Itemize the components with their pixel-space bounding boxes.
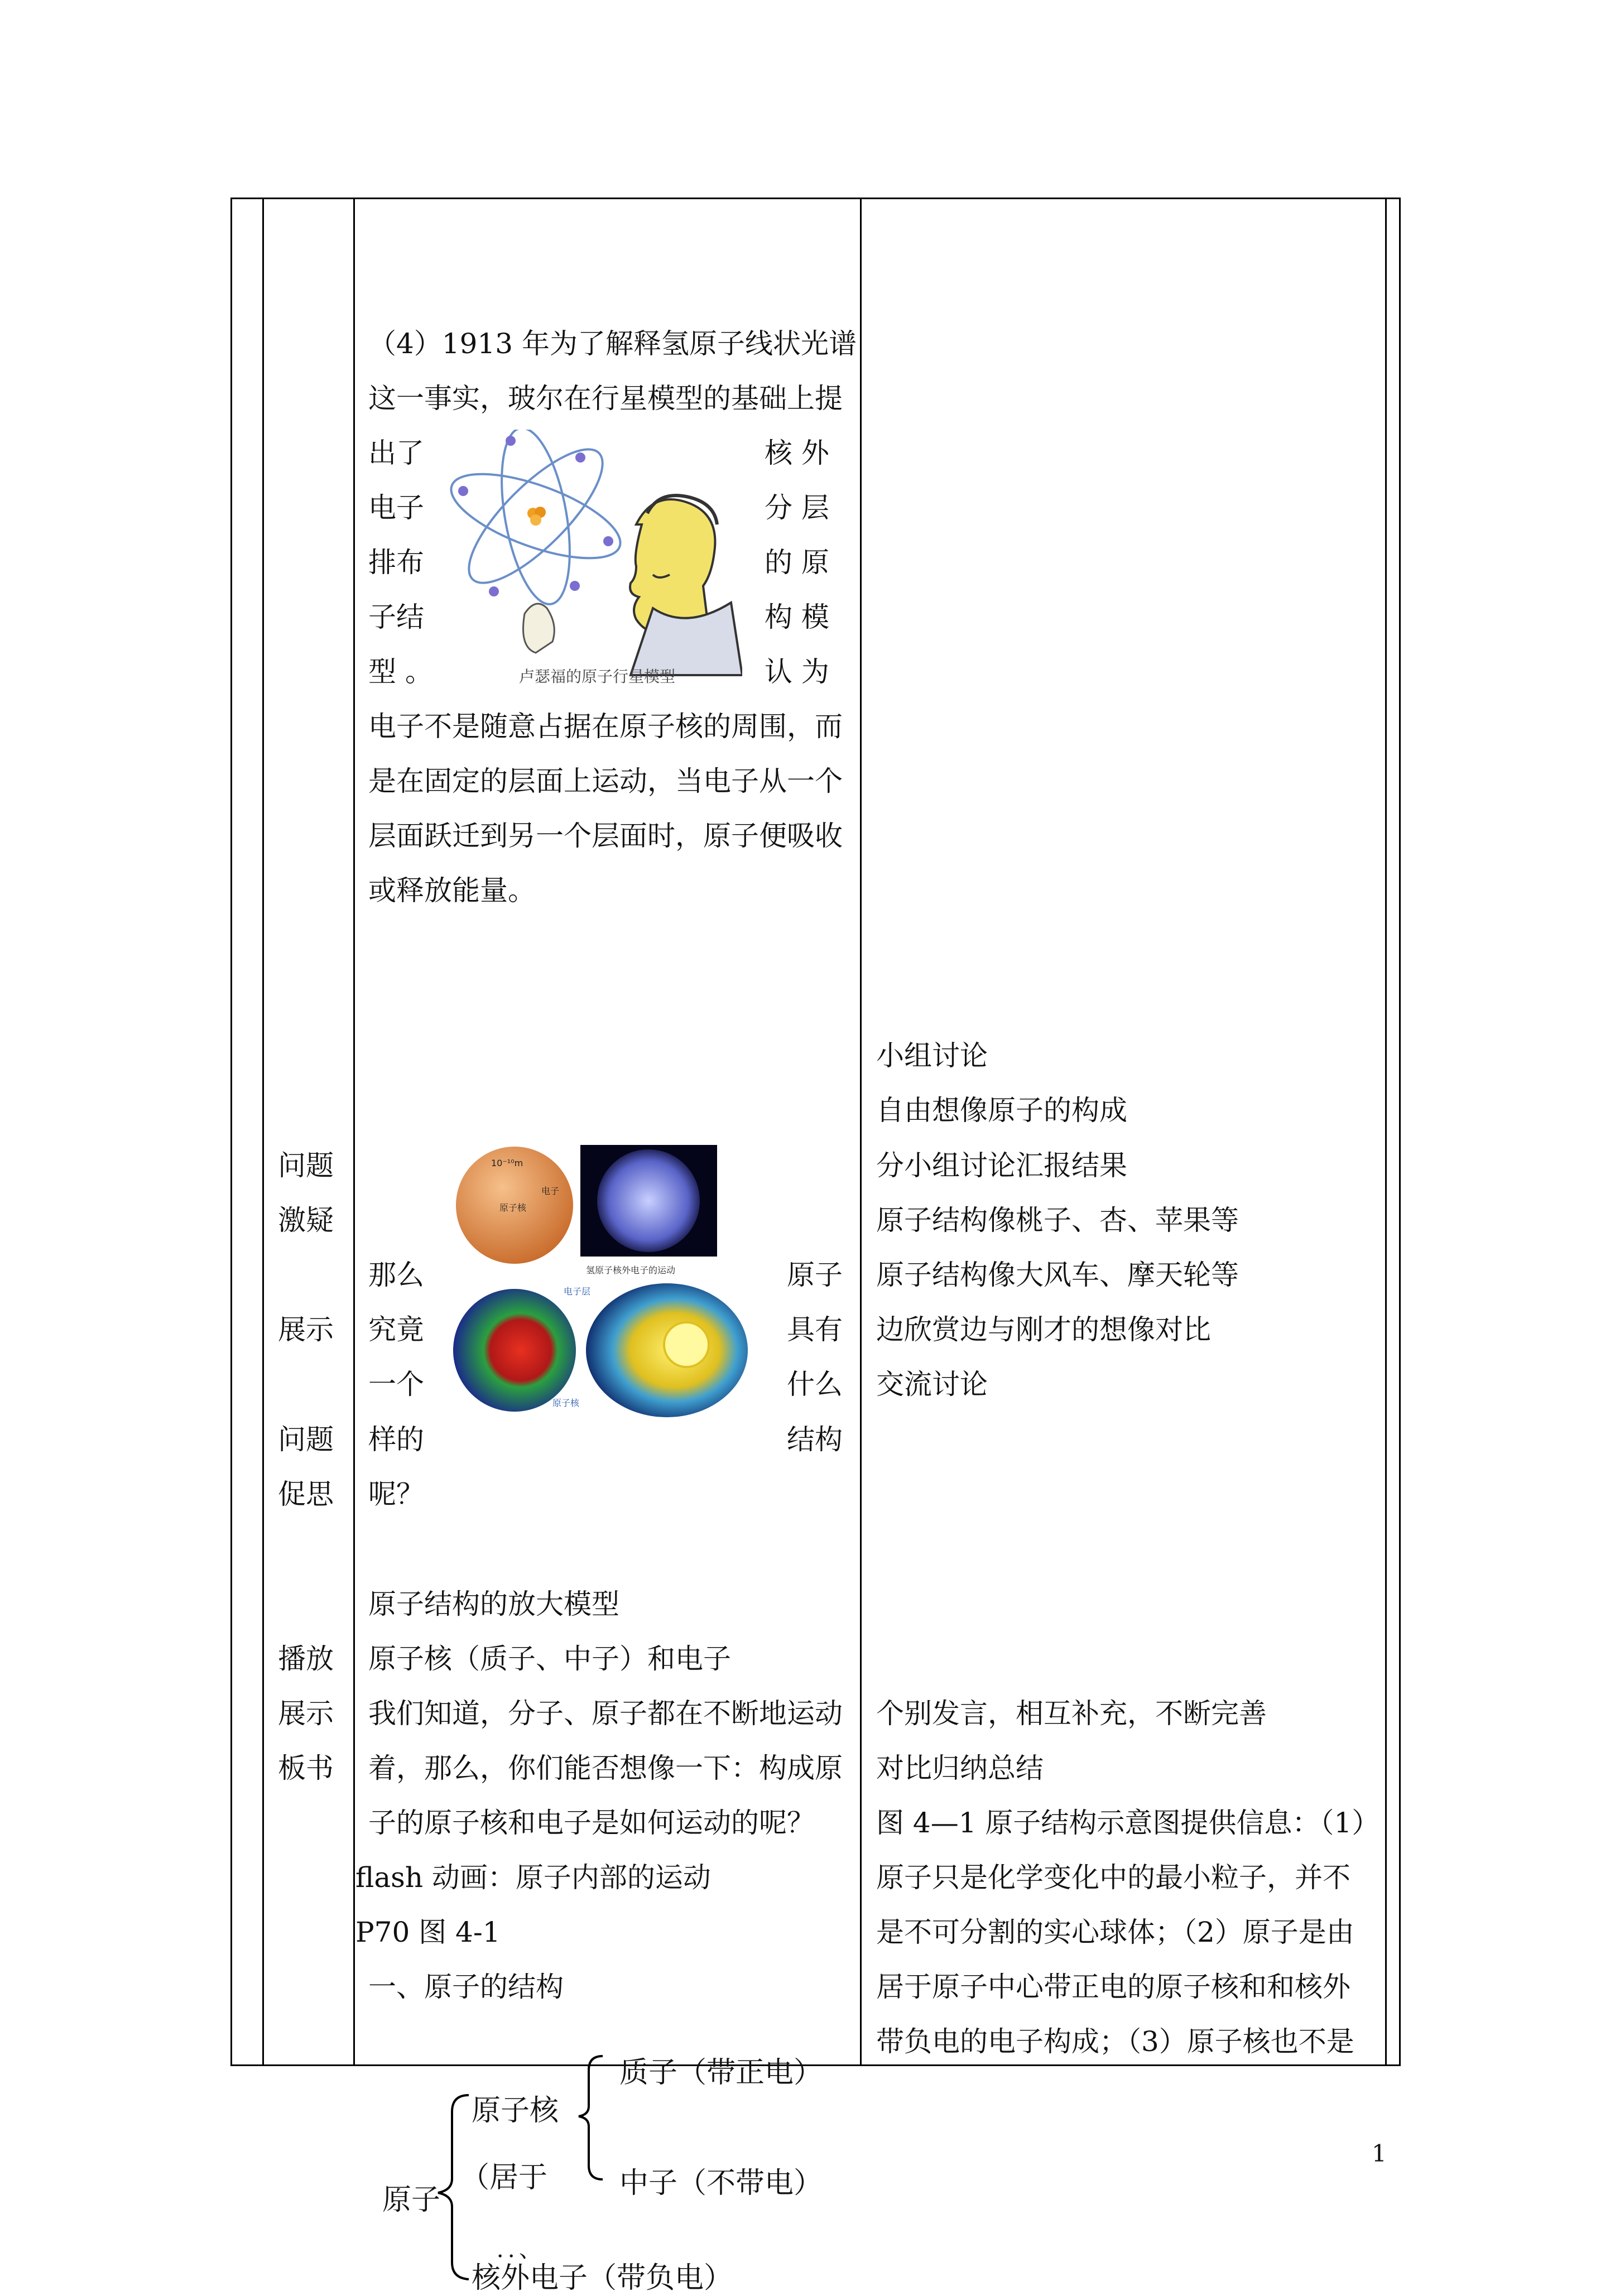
left-label-wenti2: 问题: [278, 1423, 334, 1456]
diagram-proton: 质子（带正电）: [619, 2056, 823, 2090]
bohr-line-11: 或释放能量。: [368, 874, 536, 907]
bohr-line-1: （4）1913 年为了解释氢原子线状光谱: [368, 328, 857, 360]
right-line-1: 小组讨论: [876, 1039, 988, 1072]
bohr-line-10: 层面跃迁到另一个层面时，原子便吸收: [368, 820, 843, 852]
atom-structure-diagram: [379, 2053, 826, 2295]
bohr-line-4-right: 分 层: [765, 492, 829, 524]
table-border-col3: [860, 198, 862, 2066]
bohr-line-3-left: 出了: [368, 437, 424, 469]
right-line-14: 带负电的电子构成；（3）原子核也不是: [876, 2025, 1354, 2058]
bohr-line-6-right: 构 模: [765, 601, 829, 633]
right-line-10: 图 4—1 原子结构示意图提供信息：（1）: [876, 1807, 1380, 1839]
bohr-line-2: 这一事实，玻尔在行星模型的基础上提: [368, 382, 843, 415]
bohr-line-5-right: 的 原: [765, 546, 829, 579]
diagram-dots: ．．、: [497, 2237, 541, 2263]
middle-lower-line-3: 我们知道，分子、原子都在不断地运动: [368, 1697, 843, 1730]
question-line-1-left: 那么: [368, 1259, 424, 1291]
question-line-4-left: 样的: [368, 1423, 424, 1456]
middle-lower-line-6: flash 动画：原子内部的运动: [355, 1861, 711, 1894]
atom-images: [452, 1144, 765, 1423]
question-line-5-left: 呢？: [368, 1478, 424, 1510]
right-line-12: 是不可分割的实心球体；（2）原子是由: [876, 1916, 1354, 1948]
electron-label: 电子: [541, 1186, 560, 1196]
question-line-2-right: 具有: [787, 1313, 843, 1346]
diagram-neutron: 中子（不带电）: [619, 2167, 823, 2200]
bohr-line-9: 是在固定的层面上运动，当电子从一个: [368, 765, 843, 797]
right-line-5: 原子结构像大风车、摩天轮等: [876, 1259, 1239, 1291]
right-line-3: 分小组讨论汇报结果: [876, 1149, 1127, 1182]
middle-lower-line-5: 子的原子核和电子是如何运动的呢？: [368, 1807, 815, 1839]
left-label-wenti: 问题: [278, 1149, 334, 1182]
table-border-col2: [353, 198, 355, 2066]
middle-lower-line-4: 着，那么，你们能否想像一下：构成原: [368, 1752, 843, 1784]
left-label-zhanshi2: 展示: [278, 1697, 334, 1730]
rutherford-model-image: [441, 430, 742, 692]
nucleus-label: 原子核: [499, 1202, 527, 1213]
left-label-banshu: 板书: [278, 1752, 334, 1784]
bohr-line-7-right: 认 为: [765, 656, 829, 688]
question-line-3-left: 一个: [368, 1368, 424, 1400]
right-line-8: 个别发言，相互补充，不断完善: [876, 1697, 1267, 1730]
bohr-line-7-left: 型 。: [368, 656, 433, 688]
nucleus-label-2: 原子核: [552, 1398, 580, 1408]
question-line-4-right: 结构: [787, 1423, 843, 1456]
rutherford-caption: 卢瑟福的原子行星模型: [519, 667, 676, 686]
bohr-line-8: 电子不是随意占据在原子核的周围，而: [368, 710, 843, 743]
bohr-line-5-left: 排布: [368, 546, 424, 579]
middle-lower-line-7: P70 图 4-1: [355, 1916, 501, 1948]
diagram-electron: 核外电子（带负电）: [472, 2261, 733, 2295]
middle-lower-line-1: 原子结构的放大模型: [368, 1588, 619, 1620]
right-line-4: 原子结构像桃子、杏、苹果等: [876, 1204, 1239, 1236]
left-label-jiyi: 激疑: [278, 1204, 334, 1236]
table-border-left-inner: [262, 198, 264, 2066]
right-line-6: 边欣赏边与刚才的想像对比: [876, 1313, 1211, 1346]
right-line-2: 自由想像原子的构成: [876, 1094, 1127, 1127]
diagram-atom: 原子: [382, 2183, 441, 2217]
bohr-line-4-left: 电子: [368, 492, 424, 524]
right-line-9: 对比归纳总结: [876, 1752, 1044, 1784]
table-border-left-outer: [230, 198, 232, 2066]
right-line-13: 居于原子中心带正电的原子核和和核外: [876, 1971, 1350, 2003]
page-number: 1: [1372, 2140, 1387, 2167]
diagram-nucleus: 原子核: [472, 2094, 559, 2127]
bohr-line-6-left: 子结: [368, 601, 424, 633]
bohr-line-3-right: 核 外: [765, 437, 829, 469]
question-line-3-right: 什么: [787, 1368, 843, 1400]
right-line-7: 交流讨论: [876, 1368, 988, 1400]
question-line-2-left: 究竟: [368, 1313, 424, 1346]
table-top-border: [230, 198, 1401, 199]
atom-orbit-illustration: [441, 430, 742, 692]
left-label-bofang: 播放: [278, 1643, 334, 1675]
right-line-11: 原子只是化学变化中的最小粒子，并不: [876, 1861, 1350, 1894]
scale-label: 10⁻¹⁰m: [491, 1158, 523, 1168]
diagram-center: （居于: [460, 2161, 548, 2194]
middle-lower-line-8: 一、原子的结构: [368, 1971, 564, 2003]
atom-structure-illustrations: [452, 1144, 765, 1423]
table-border-right-outer: [1399, 198, 1401, 2066]
left-label-zhanshi: 展示: [278, 1313, 334, 1346]
left-label-cusi: 促思: [278, 1478, 334, 1510]
middle-lower-line-2: 原子核（质子、中子）和电子: [368, 1643, 731, 1675]
hydrogen-caption: 氢原子核外电子的运动: [586, 1265, 676, 1275]
question-line-1-right: 原子: [787, 1259, 843, 1291]
electron-layer-label: 电子层: [564, 1286, 591, 1297]
table-border-right-inner: [1385, 198, 1387, 2066]
